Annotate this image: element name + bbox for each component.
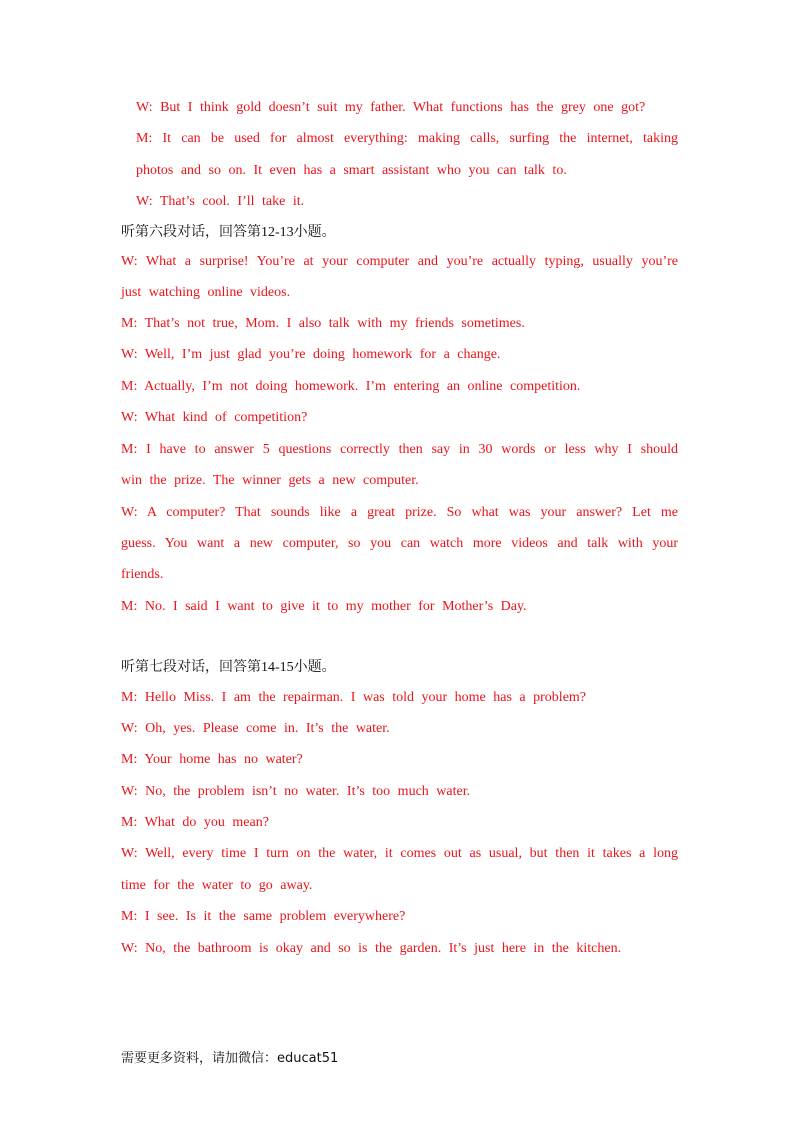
dialogue-line: win the prize. The winner gets a new computer. xyxy=(121,473,419,488)
dialogue-line: W: Well, I’m just glad you’re doing homework for a change. xyxy=(121,347,501,362)
dialogue-line: photos and so on. It even has a smart assistant who you can talk to. xyxy=(136,163,567,178)
dialogue-line: W: A computer? That sounds like a great prize. So what was your answer? Let me xyxy=(121,505,678,520)
dialogue-line: friends. xyxy=(121,567,164,582)
dialogue-line: M: I see. Is it the same problem everywhere? xyxy=(121,909,406,924)
dialogue-line: W: No, the problem isn’t no water. It’s too much water. xyxy=(121,784,471,799)
dialogue-line: W: What kind of competition? xyxy=(121,410,308,425)
dialogue-line: time for the water to go away. xyxy=(121,878,313,893)
section-heading: 听第六段对话，回答第12-13小题。 xyxy=(121,225,336,240)
dialogue-line: M: It can be used for almost everything: making calls, surfing the internet, taking xyxy=(136,131,678,146)
dialogue-line: M: Hello Miss. I am the repairman. I was told your home has a problem? xyxy=(121,690,587,705)
dialogue-line: W: Oh, yes. Please come in. It’s the water. xyxy=(121,721,390,736)
dialogue-line: just watching online videos. xyxy=(121,285,291,300)
dialogue-line: guess. You want a new computer, so you can watch more videos and talk with your xyxy=(121,536,678,551)
dialogue-line: W: No, the bathroom is okay and so is the garden. It’s just here in the kitchen. xyxy=(121,941,622,956)
dialogue-line: W: Well, every time I turn on the water, it comes out as usual, but then it takes a long xyxy=(121,846,678,861)
dialogue-line: M: What do you mean? xyxy=(121,815,269,830)
dialogue-line: M: Actually, I’m not doing homework. I’m entering an online competition. xyxy=(121,379,581,394)
dialogue-line: M: Your home has no water? xyxy=(121,752,303,767)
dialogue-line: M: I have to answer 5 questions correctly then say in 30 words or less why I should xyxy=(121,442,678,457)
section-heading: 听第七段对话，回答第14-15小题。 xyxy=(121,660,336,675)
dialogue-line: W: That’s cool. I’ll take it. xyxy=(136,194,305,209)
dialogue-line: M: No. I said I want to give it to my mother for Mother’s Day. xyxy=(121,599,527,614)
dialogue-line: W: What a surprise! You’re at your computer and you’re actually typing, usually you’re xyxy=(121,254,678,269)
dialogue-line: W: But I think gold doesn’t suit my father. What functions has the grey one got? xyxy=(136,100,646,115)
footer-note: 需要更多资料，请加微信：educat51 xyxy=(121,1051,339,1066)
dialogue-line: M: That’s not true, Mom. I also talk with my friends sometimes. xyxy=(121,316,525,331)
